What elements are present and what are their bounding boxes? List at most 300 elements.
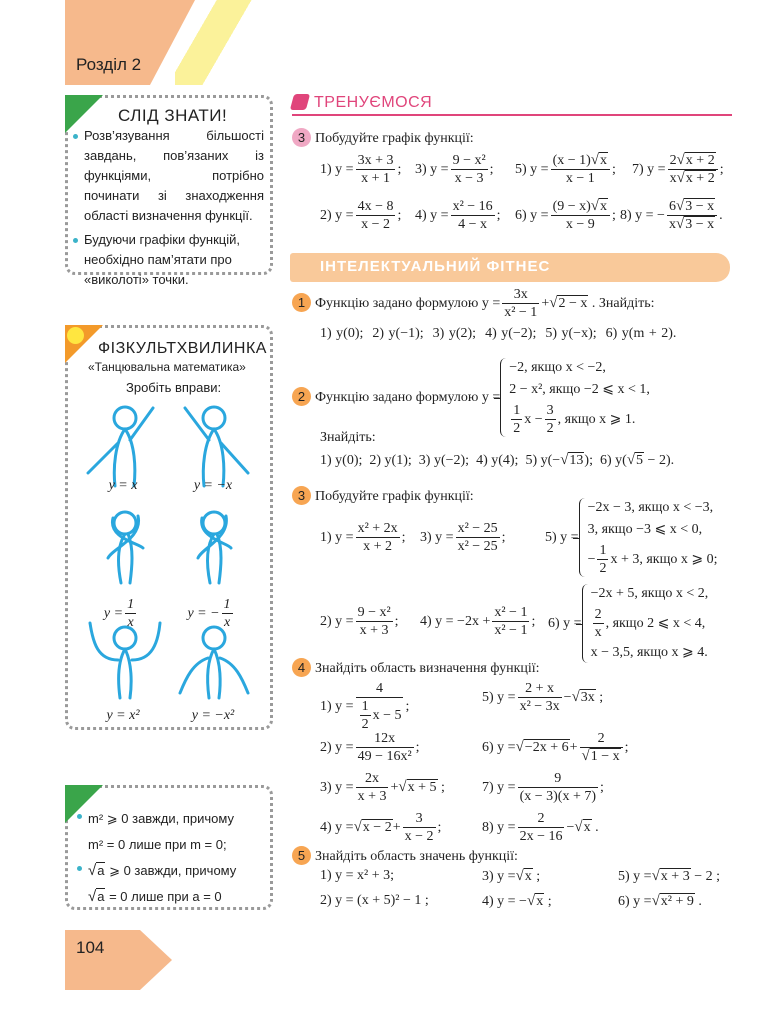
math-text: 5) y = [482, 689, 516, 705]
radical-sign: √ [515, 868, 524, 884]
math-text: ; [489, 161, 494, 177]
math-group [320, 811, 442, 844]
denominator [551, 170, 610, 187]
math-text: 7) y = [482, 779, 516, 795]
math-group [525, 453, 593, 468]
math-group [358, 699, 402, 732]
math-text: ; [397, 207, 402, 223]
math-group [670, 153, 716, 168]
denominator [451, 216, 495, 233]
numerator [356, 680, 404, 698]
numerator [518, 770, 598, 788]
brace-icon [582, 584, 589, 663]
exercise-number: 2 [292, 387, 311, 406]
math-text: 3 [415, 811, 423, 826]
note-bullet: Розв’язування більшості завдань, пов’язаних із функціями, потрібно починати зі знаходження області визначення функції. [72, 126, 264, 226]
fact-line [76, 858, 271, 884]
piecewise [582, 584, 709, 663]
formula [320, 730, 420, 765]
math-text: x + 3 [359, 623, 389, 638]
math-group [194, 478, 232, 493]
list-item: 3) y(2); [432, 326, 477, 341]
fitness-exercise-1 [292, 286, 654, 321]
piecewise-case [591, 606, 709, 641]
fraction [502, 286, 539, 321]
formula [482, 770, 604, 805]
radicand [524, 739, 570, 755]
math-group [482, 894, 552, 909]
math-text: 5) y = [618, 869, 652, 884]
denominator [502, 304, 539, 321]
math-group [618, 894, 702, 909]
math-text: 2 − x [558, 295, 588, 311]
page-number-arrow [140, 930, 172, 990]
square-root [677, 152, 716, 168]
math-text: x [536, 894, 544, 909]
piecewise-case [509, 402, 650, 437]
fraction [451, 198, 495, 233]
radical-sign: √ [676, 152, 685, 168]
math-text: ; [437, 779, 445, 795]
math-group [482, 771, 604, 804]
math-text: Функцію задано формулою y = [315, 295, 501, 311]
math-text: x² − 1 [504, 305, 538, 320]
math-text: ; [394, 613, 399, 629]
radicand [568, 452, 584, 468]
fraction [518, 810, 565, 845]
radical-sign: √ [626, 452, 636, 468]
denominator [580, 748, 623, 765]
fraction [593, 606, 604, 641]
square-root [88, 862, 105, 878]
math-text: ; [531, 613, 536, 629]
denominator [667, 216, 717, 233]
math-text: ; [401, 529, 406, 545]
radical-sign: √ [676, 170, 685, 186]
section-title: Розділ 2 [76, 55, 142, 74]
math-text: ; [532, 869, 541, 884]
math-text: −2x + 5, якщо x < 2, [590, 586, 709, 601]
piecewise-rows [509, 358, 650, 437]
math-text: 2) y = (x + 5)² − 1 ; [320, 893, 429, 908]
denominator [403, 828, 436, 845]
math-text: 2 [513, 421, 521, 436]
formula [320, 198, 401, 233]
numerator [125, 596, 136, 614]
fraction [222, 596, 233, 631]
denominator [356, 788, 389, 805]
formula [482, 730, 629, 765]
denominator [551, 216, 610, 233]
math-text: −2, якщо x < −2, [509, 360, 606, 375]
denominator [356, 170, 396, 187]
square-root [549, 295, 588, 311]
math-group [591, 645, 708, 660]
math-text: + [569, 739, 578, 755]
square-root [88, 888, 105, 904]
radicand [660, 868, 691, 884]
fraction [492, 604, 529, 639]
math-text: x [223, 615, 231, 630]
math-group [320, 681, 410, 732]
math-text: 4) y(4); [476, 453, 519, 468]
numerator [593, 606, 604, 624]
fraction [451, 152, 488, 187]
square-root [516, 739, 570, 755]
math-group [320, 731, 420, 764]
math-text: 3) y(−2); [418, 453, 470, 468]
math-text: ; [544, 894, 552, 909]
fitness-exercise-2 [292, 358, 650, 437]
math-text: ; [501, 529, 506, 545]
square-root [652, 868, 691, 884]
math-text: 4) y = − [482, 894, 527, 909]
math-group [669, 217, 715, 232]
radical-sign: √ [574, 818, 583, 835]
math-text: x² + 9 [660, 894, 694, 909]
math-text: x + 3, якщо x ⩾ 0; [610, 551, 718, 567]
math-text: 2 [669, 153, 677, 168]
radicand [590, 748, 621, 764]
exercise-prompt: Побудуйте графік функції: [315, 489, 474, 504]
list-item: 1) y(0); [320, 326, 364, 341]
math-text: 8) y = − [620, 207, 665, 223]
math-text: x + 3 [660, 869, 690, 884]
math-text: x + 3 [357, 789, 387, 804]
radicand [685, 152, 716, 168]
math-text: + [541, 295, 550, 311]
list-item: 5) y(−x); [545, 326, 597, 341]
square-root [676, 216, 715, 232]
math-group [545, 500, 718, 576]
pencil-icon [290, 94, 310, 110]
radical-sign: √ [590, 198, 600, 214]
figure-y-x-squared [90, 623, 160, 698]
radical-sign: √ [590, 152, 600, 168]
math-text: 6) y = [515, 207, 549, 223]
math-group [587, 543, 718, 576]
formula [515, 198, 616, 233]
exercise-number: 4 [292, 658, 311, 677]
math-group [88, 863, 236, 878]
piecewise-case [591, 584, 709, 604]
square-root [516, 868, 533, 884]
smiley-face-icon [67, 327, 84, 344]
radical-sign: √ [398, 778, 407, 795]
math-text: 1) y = [320, 529, 354, 545]
math-group [588, 500, 714, 515]
math-text: x² − 25 [457, 521, 498, 536]
piecewise-case [588, 542, 718, 577]
numerator [356, 520, 400, 538]
math-text: 2) y = [320, 207, 354, 223]
math-group [315, 360, 650, 436]
math-text: x² + 2x [357, 521, 398, 536]
formula [482, 680, 603, 715]
denominator [518, 828, 565, 845]
math-text: 2) y(1); [369, 453, 412, 468]
math-group [88, 837, 227, 852]
math-text: x [524, 869, 532, 884]
note-box [65, 95, 273, 287]
math-text: 3x [513, 287, 528, 302]
math-text: 1) y = x² + 3; [320, 868, 395, 883]
numerator [356, 198, 396, 216]
denominator [356, 748, 414, 765]
math-text: 5 [636, 453, 644, 468]
square-root [627, 452, 644, 468]
numerator [551, 152, 610, 170]
list-item: 2) y(−1); [372, 326, 424, 341]
exercise-prompt: Знайдіть область визначення функції: [315, 661, 540, 676]
fraction [456, 520, 500, 555]
math-group [320, 893, 429, 908]
math-group [476, 453, 518, 468]
math-text: ; [397, 161, 402, 177]
note-title: СЛІД ЗНАТИ! [118, 106, 228, 125]
math-text: , якщо 2 ⩽ x < 4, [605, 615, 706, 631]
math-text: 1 [361, 699, 369, 714]
radicand [362, 819, 393, 835]
exercise-prompt [315, 287, 655, 320]
math-text: x − 3 [454, 171, 484, 186]
figure-y-neg-x-squared [180, 627, 248, 698]
math-group [620, 198, 723, 232]
break-title: ФІЗКУЛЬТХВИЛИНКА [98, 340, 267, 357]
math-text: , якщо x ⩾ 1. [557, 411, 636, 427]
piecewise-case [509, 380, 650, 400]
denominator [125, 614, 136, 631]
formula [482, 868, 540, 885]
math-text: 4) y = [320, 819, 354, 835]
math-text: x − 3,5, якщо x ⩾ 4. [590, 645, 708, 660]
math-group [509, 403, 636, 436]
math-text: y = x [108, 478, 138, 493]
math-text: 3) y = [420, 529, 454, 545]
numerator [356, 152, 396, 170]
math-text: 3) y = [320, 779, 354, 795]
radical-sign: √ [88, 862, 97, 879]
math-text: 2 − x², якщо −2 ⩽ x < 1, [509, 382, 650, 397]
math-text: x² − 3x [519, 699, 560, 714]
math-text: x [668, 217, 676, 232]
denominator [518, 698, 562, 715]
math-text: 3 − x [685, 199, 715, 214]
square-root [527, 893, 544, 909]
math-text: 2 [597, 731, 605, 746]
denominator [518, 788, 598, 805]
note-bullet: Будуючи графіки функцій, необхідно пам’ятати про «виколоті» точки. [72, 230, 264, 290]
math-text: 3x [580, 689, 595, 705]
math-text: 6) y = [482, 739, 516, 755]
math-text: x + 2 [685, 153, 715, 168]
math-text: 4 − x [458, 217, 488, 232]
math-text: − 2). [644, 453, 675, 468]
math-group [515, 152, 616, 186]
radical-sign: √ [675, 216, 685, 232]
math-text: x − 2 [362, 819, 392, 835]
denominator [511, 420, 522, 437]
math-text: + [392, 819, 401, 835]
math-text: y = [103, 605, 124, 621]
radicand [660, 893, 695, 909]
list-item [600, 453, 674, 468]
radicand [407, 779, 438, 795]
math-text: ; [624, 739, 629, 755]
brace-icon [579, 498, 586, 577]
figure-y-1-over-x [108, 512, 143, 583]
numerator [456, 520, 500, 538]
find-label: Знайдіть: [320, 430, 376, 445]
math-text: x − [524, 411, 543, 427]
numerator [668, 152, 718, 170]
math-group [88, 889, 222, 904]
math-text: 2 [599, 561, 607, 576]
math-text: −2x − 3, якщо x < −3, [587, 500, 714, 515]
math-text: 7) y = [632, 161, 666, 177]
numerator [492, 604, 529, 622]
math-text: 4 [376, 681, 384, 696]
exercise-number: 1 [292, 293, 311, 312]
math-text: x [669, 171, 677, 186]
math-group [419, 453, 469, 468]
denominator [356, 622, 393, 639]
figure-caption [178, 708, 248, 724]
denominator [545, 420, 556, 437]
math-text: 2x [365, 771, 380, 786]
radical-sign: √ [515, 738, 524, 755]
formula [420, 604, 535, 639]
math-group [109, 478, 138, 493]
numerator [403, 810, 436, 828]
list-item [369, 453, 411, 468]
math-text: 2 [361, 717, 369, 732]
piecewise [500, 358, 650, 437]
fraction [551, 152, 610, 187]
list-item [525, 453, 593, 468]
math-group [509, 382, 650, 397]
math-text: ); [584, 453, 593, 468]
math-text: x + 5 [407, 779, 437, 795]
math-text: 2 + x [525, 681, 555, 696]
piecewise-case [509, 358, 650, 378]
math-text: x² − 1 [494, 605, 528, 620]
math-group [582, 749, 621, 764]
math-group [320, 771, 445, 804]
square-root [652, 893, 695, 909]
radical-sign: √ [675, 198, 685, 214]
square-root [398, 779, 437, 795]
math-text: 5) y = [515, 161, 549, 177]
fraction [356, 730, 414, 765]
radicand [535, 893, 544, 909]
math-text: ; [719, 161, 724, 177]
piecewise [579, 498, 718, 577]
math-group [670, 171, 716, 186]
math-text: m² ⩾ 0 завжди, причому [88, 811, 234, 826]
radical-sign: √ [526, 893, 536, 909]
math-group [315, 287, 655, 320]
radical-sign: √ [549, 294, 558, 311]
exercise-number: 3 [292, 128, 311, 147]
answer-list [320, 452, 674, 469]
math-text: 3x + 3 [357, 153, 394, 168]
square-root [676, 198, 715, 214]
exercise-prompt [315, 360, 650, 436]
math-group [591, 607, 706, 640]
fraction [356, 604, 393, 639]
math-text: − 2 ; [690, 869, 720, 884]
math-text: ; [405, 698, 410, 714]
math-text: 2x − 16 [519, 829, 563, 844]
math-group [600, 453, 674, 468]
denominator [597, 560, 608, 577]
formula [548, 584, 708, 663]
fraction [356, 680, 404, 733]
piecewise-rows [588, 498, 718, 577]
math-text: 2 [537, 811, 545, 826]
math-text: ; [595, 689, 604, 705]
math-group [618, 869, 720, 884]
square-root [354, 819, 393, 835]
math-text: a [97, 889, 105, 904]
math-text: 1 [127, 597, 135, 612]
square-root [591, 198, 608, 214]
math-text: x − 2 [361, 217, 390, 232]
formula [415, 152, 494, 187]
dancing-figures [68, 398, 270, 728]
fraction [511, 402, 522, 437]
radical-sign: √ [651, 868, 660, 884]
numerator [597, 542, 608, 560]
denominator [456, 538, 500, 555]
math-text: (x − 1) [552, 153, 591, 168]
math-text: ; [600, 779, 604, 795]
fact-line [76, 832, 271, 858]
piecewise-case [591, 643, 709, 663]
fraction [356, 520, 400, 555]
numerator [518, 680, 562, 698]
math-text: ⩾ 0 завжди, причому [105, 863, 237, 878]
math-text: 3) y = [482, 869, 516, 884]
numerator [502, 286, 539, 304]
math-text: − [587, 551, 596, 567]
fraction [518, 770, 598, 805]
math-text: y = x² [106, 708, 140, 723]
math-text: (9 − x) [552, 199, 591, 214]
denominator [451, 170, 488, 187]
radical-sign: √ [571, 688, 580, 705]
math-text: y = −x² [191, 708, 235, 723]
math-group [588, 522, 703, 537]
denominator [668, 170, 718, 187]
math-text: x + 2 [363, 539, 393, 554]
radical-sign: √ [88, 888, 97, 905]
math-group [103, 597, 138, 630]
math-group [415, 199, 501, 232]
brace-icon [500, 358, 507, 437]
numerator [451, 152, 488, 170]
radicand [524, 868, 533, 884]
math-text: 1) y(0); [320, 453, 363, 468]
formula [415, 198, 501, 233]
training-exercise-3 [292, 128, 474, 147]
math-group [553, 153, 608, 168]
formula [320, 152, 401, 187]
math-group [320, 453, 362, 468]
square-root [560, 452, 584, 468]
square-root [574, 819, 591, 835]
